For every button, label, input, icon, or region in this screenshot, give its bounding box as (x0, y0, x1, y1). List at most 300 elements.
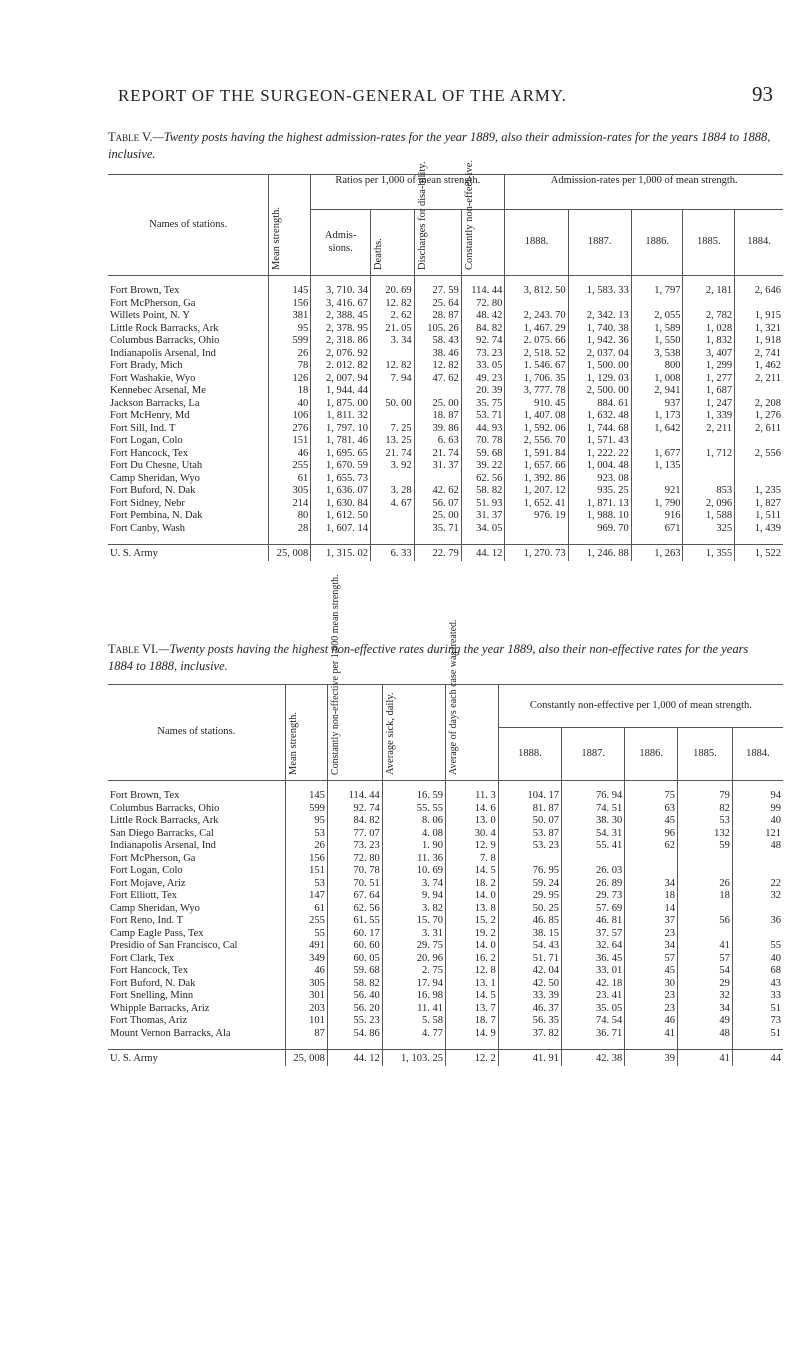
table-cell: 29 (678, 978, 733, 991)
table-cell: 50. 00 (371, 398, 415, 411)
table-cell: 1, 299 (683, 360, 735, 373)
table-cell: 75 (625, 790, 678, 803)
table-cell: 81. 87 (498, 803, 561, 816)
total-cell: 6. 33 (371, 545, 415, 561)
table-cell: 884. 61 (568, 398, 631, 411)
table-cell: 26 (678, 878, 733, 891)
table-row (108, 840, 783, 853)
table-cell: 1, 511 (735, 510, 783, 523)
table-cell: 14. 0 (446, 940, 499, 953)
table-cell: 1, 277 (683, 373, 735, 386)
table-cell: 1, 339 (683, 410, 735, 423)
table-row (108, 865, 783, 878)
table-cell: 21. 74 (371, 448, 415, 461)
table5-head-1888: 1888. (505, 210, 568, 276)
table-cell: 28 (269, 523, 311, 536)
table6-head-1885: 1885. (678, 727, 733, 780)
table-cell: 349 (285, 953, 327, 966)
table-cell: 42. 62 (414, 485, 461, 498)
station-name: Little Rock Barracks, Ark (110, 815, 219, 826)
table6-label: Table VI. (108, 642, 159, 656)
table-cell: 51. 71 (498, 953, 561, 966)
table-row (108, 448, 783, 461)
table-cell: 95 (285, 815, 327, 828)
table-cell: 31. 37 (414, 460, 461, 473)
table-cell: 43 (732, 978, 783, 991)
table-cell: 25. 64 (414, 298, 461, 311)
table-cell: 27. 59 (414, 285, 461, 298)
table-cell: 3. 34 (371, 335, 415, 348)
table-cell: 38. 15 (498, 928, 561, 941)
table-row (108, 953, 783, 966)
table-cell (371, 523, 415, 536)
station-name: Fort Logan, Colo (110, 865, 183, 876)
table-cell: 1, 811. 32 (311, 410, 371, 423)
table-cell: 1, 797 (631, 285, 683, 298)
total-cell: 44 (732, 1050, 783, 1066)
table-cell (678, 928, 733, 941)
table-cell: 4. 67 (371, 498, 415, 511)
table-row (108, 853, 783, 866)
table-row (108, 965, 783, 978)
table-cell: 214 (269, 498, 311, 511)
table-row (108, 523, 783, 536)
table-cell: 48 (678, 1028, 733, 1041)
station-name: Whipple Barracks, Ariz (110, 1002, 210, 1014)
table-cell: 9. 94 (382, 890, 445, 903)
table-cell: 1, 607. 14 (311, 523, 371, 536)
table-cell: 53 (678, 815, 733, 828)
table-cell: 23 (625, 990, 678, 1003)
table-cell: 57 (678, 953, 733, 966)
table-cell: 70. 78 (327, 865, 382, 878)
table-cell: 126 (269, 373, 311, 386)
table-row (108, 510, 783, 523)
table-cell: 20. 69 (371, 285, 415, 298)
table-cell: 1, 687 (683, 385, 735, 398)
table-cell (678, 865, 733, 878)
table-cell: 2, 556. 70 (505, 435, 568, 448)
table-cell: 58. 82 (461, 485, 505, 498)
station-name: Fort Sill, Ind. T (110, 422, 176, 434)
table-cell: 49 (678, 1015, 733, 1028)
table-cell: 1, 173 (631, 410, 683, 423)
station-name: Fort Brown, Tex (110, 790, 180, 801)
table-cell: 1, 712 (683, 448, 735, 461)
table-cell: 95 (269, 323, 311, 336)
table-cell: 1, 235 (735, 485, 783, 498)
table-cell: 145 (269, 285, 311, 298)
table-cell: 35. 75 (461, 398, 505, 411)
table-cell: 2, 782 (683, 310, 735, 323)
table-cell: 18 (678, 890, 733, 903)
table-cell: 2, 211 (735, 373, 783, 386)
table5-head-discharges: Discharges for disa-bility. (414, 210, 461, 276)
table5-head-admissions: Admis-sions. (311, 210, 371, 276)
table-cell (414, 385, 461, 398)
table-cell: 2. 75 (382, 965, 445, 978)
page-number: 93 (752, 82, 773, 106)
station-name: Fort McPherson, Ga (110, 852, 196, 864)
table-cell: 1, 028 (683, 323, 735, 336)
table-cell: 1, 129. 03 (568, 373, 631, 386)
table-cell: 35. 05 (562, 1003, 625, 1016)
table-cell: 7. 25 (371, 423, 415, 436)
table-cell: 42. 50 (498, 978, 561, 991)
table-cell: 1, 942. 36 (568, 335, 631, 348)
table-row (108, 298, 783, 311)
table-cell: 94 (732, 790, 783, 803)
table-cell: 14 (625, 903, 678, 916)
table-cell: 1, 677 (631, 448, 683, 461)
table-cell: 14. 9 (446, 1028, 499, 1041)
table5-head-names: Names of stations. (108, 175, 269, 276)
table-cell: 73 (732, 1015, 783, 1028)
table-cell (414, 473, 461, 486)
table-cell: 1, 655. 73 (311, 473, 371, 486)
table-cell: 10. 69 (382, 865, 445, 878)
table-cell: 84. 82 (327, 815, 382, 828)
table-cell: 935. 25 (568, 485, 631, 498)
table5-head-noneff: Constantly non-effect-ive. (461, 210, 505, 276)
station-name: Fort Buford, N. Dak (110, 485, 196, 496)
table-cell (371, 348, 415, 361)
station-name: Fort McPherson, Ga (110, 297, 196, 309)
table-cell: 132 (678, 828, 733, 841)
table-cell: 156 (269, 298, 311, 311)
table-cell: 82 (678, 803, 733, 816)
station-name: Fort Sidney, Nebr (110, 497, 185, 509)
table-cell: 33. 39 (498, 990, 561, 1003)
table-cell: 1, 652. 41 (505, 498, 568, 511)
table-cell: 1, 571. 43 (568, 435, 631, 448)
total-label: U. S. Army (110, 1053, 158, 1064)
table-cell: 32. 64 (562, 940, 625, 953)
table-cell: 36 (732, 915, 783, 928)
table-cell: 1, 588 (683, 510, 735, 523)
table-cell: 203 (285, 1003, 327, 1016)
table-cell: 99 (732, 803, 783, 816)
table-cell: 18 (269, 385, 311, 398)
table-cell: 2, 211 (683, 423, 735, 436)
table-cell: 1, 797. 10 (311, 423, 371, 436)
station-name: Columbus Barracks, Ohio (110, 335, 220, 346)
table-cell: 151 (285, 865, 327, 878)
table-cell: 40 (732, 953, 783, 966)
table-cell: 3. 28 (371, 485, 415, 498)
table-cell: 44. 93 (461, 423, 505, 436)
table-cell: 916 (631, 510, 683, 523)
table-cell: 59. 68 (461, 448, 505, 461)
table-cell: 1, 612. 50 (311, 510, 371, 523)
station-name: Kennebec Arsenal, Me (110, 385, 206, 396)
table-cell: 671 (631, 523, 683, 536)
table-cell: 1, 462 (735, 360, 783, 373)
table-cell: 305 (269, 485, 311, 498)
table5-head-ratios: Ratios per 1,000 of mean strength. (311, 175, 505, 210)
table-cell: 1, 832 (683, 335, 735, 348)
total-row (108, 545, 783, 561)
table-cell: 7. 8 (446, 853, 499, 866)
table6-head-rates: Constantly non-effective per 1,000 of mean strength. (498, 685, 783, 728)
table5-label: Table V. (108, 130, 153, 144)
table-cell: 34 (678, 1003, 733, 1016)
table-cell (371, 410, 415, 423)
table6-head-1886: 1886. (625, 727, 678, 780)
table-cell: 381 (269, 310, 311, 323)
station-name: Mount Vernon Barracks, Ala (110, 1027, 231, 1039)
table-cell: 1, 135 (631, 460, 683, 473)
table6-head-noneff: Constantly non-effective per 1,000 mean strength. (327, 685, 382, 781)
table-cell: 62. 56 (461, 473, 505, 486)
table-cell: 1, 670. 59 (311, 460, 371, 473)
table-cell: 2, 243. 70 (505, 310, 568, 323)
table-row (108, 928, 783, 941)
table-cell: 2, 941 (631, 385, 683, 398)
table-cell: 2, 556 (735, 448, 783, 461)
table-cell: 58. 43 (414, 335, 461, 348)
total-cell: 42. 38 (562, 1050, 625, 1066)
table-cell: 1, 915 (735, 310, 783, 323)
table-cell: 305 (285, 978, 327, 991)
table-cell: 1, 827 (735, 498, 783, 511)
station-name: Fort McHenry, Md (110, 410, 190, 421)
table-cell: 61 (269, 473, 311, 486)
table-cell (735, 298, 783, 311)
table-cell: 1, 500. 00 (568, 360, 631, 373)
station-name: Willets Point, N. Y (110, 310, 190, 321)
table-cell: 79 (678, 790, 733, 803)
table-cell: 301 (285, 990, 327, 1003)
table-cell: 3, 538 (631, 348, 683, 361)
table-cell: 37. 82 (498, 1028, 561, 1041)
table-cell: 1, 439 (735, 523, 783, 536)
table-cell: 34 (625, 940, 678, 953)
table-cell: 121 (732, 828, 783, 841)
station-name: Fort Buford, N. Dak (110, 977, 196, 989)
table-cell: 1, 592. 06 (505, 423, 568, 436)
table-row (108, 423, 783, 436)
station-name: Fort Brown, Tex (110, 285, 180, 296)
table5-head-1884: 1884. (735, 210, 783, 276)
table-cell: 1, 222. 22 (568, 448, 631, 461)
table-cell: 55. 23 (327, 1015, 382, 1028)
table-cell: 853 (683, 485, 735, 498)
table-cell (735, 385, 783, 398)
table-cell: 17. 94 (382, 978, 445, 991)
table-cell: 63 (625, 803, 678, 816)
station-name: Camp Sheridan, Wyo (110, 472, 200, 484)
table5-caption-text: —Twenty posts having the highest admission-rates for the year 1889, also their admission-rates for the years 1884 to 1888, inclusive. (108, 130, 771, 161)
table-cell: 37. 57 (562, 928, 625, 941)
table-cell (505, 298, 568, 311)
table-cell (625, 853, 678, 866)
table-cell: 14. 5 (446, 990, 499, 1003)
table-row (108, 435, 783, 448)
table-cell: 42. 18 (562, 978, 625, 991)
table-cell: 30. 4 (446, 828, 499, 841)
total-cell: 12. 2 (446, 1050, 499, 1066)
table-cell (371, 510, 415, 523)
table6-body (108, 781, 783, 1066)
table-cell: 969. 70 (568, 523, 631, 536)
total-cell: 41. 91 (498, 1050, 561, 1066)
table-cell: 921 (631, 485, 683, 498)
station-name: Presidio of San Francisco, Cal (110, 940, 238, 951)
table-cell: 62 (625, 840, 678, 853)
table-cell: 42. 04 (498, 965, 561, 978)
table-cell: 21. 74 (414, 448, 461, 461)
table-row (108, 878, 783, 891)
table-row (108, 385, 783, 398)
table-cell (683, 298, 735, 311)
table-cell: 92. 74 (461, 335, 505, 348)
table-cell (678, 903, 733, 916)
table-row (108, 348, 783, 361)
station-name: San Diego Barracks, Cal (110, 827, 214, 839)
table-cell: 26. 89 (562, 878, 625, 891)
table-cell: 1, 790 (631, 498, 683, 511)
table-cell: 599 (269, 335, 311, 348)
table-cell: 2, 388. 45 (311, 310, 371, 323)
table-cell: 70. 51 (327, 878, 382, 891)
table-cell: 26. 03 (562, 865, 625, 878)
station-name: Fort Hancock, Tex (110, 965, 189, 976)
table-cell: 36. 71 (562, 1028, 625, 1041)
table5-head-deaths: Deaths. (371, 210, 415, 276)
table-cell: 114. 44 (461, 285, 505, 298)
total-cell: 25, 008 (269, 545, 311, 561)
table-cell: 60. 60 (327, 940, 382, 953)
station-name: Fort Brady, Mich (110, 360, 183, 371)
table-cell: 1, 918 (735, 335, 783, 348)
table6-head-1884: 1884. (732, 727, 783, 780)
table-cell: 1, 630. 84 (311, 498, 371, 511)
table-cell: 11. 36 (382, 853, 445, 866)
table6-head-names: Names of stations. (108, 685, 285, 781)
table-cell: 38. 30 (562, 815, 625, 828)
table-cell: 61. 55 (327, 915, 382, 928)
table-cell (568, 298, 631, 311)
table-cell: 3. 92 (371, 460, 415, 473)
table-cell: 80 (269, 510, 311, 523)
table-cell: 32 (678, 990, 733, 1003)
table-cell (683, 473, 735, 486)
total-cell: 22. 79 (414, 545, 461, 561)
table-cell: 7. 94 (371, 373, 415, 386)
table-cell: 49. 23 (461, 373, 505, 386)
table-cell: 1, 871. 13 (568, 498, 631, 511)
table-cell: 60. 05 (327, 953, 382, 966)
station-name: Fort Thomas, Ariz (110, 1015, 188, 1026)
table-cell: 106 (269, 410, 311, 423)
total-row (108, 1050, 783, 1066)
total-cell: 25, 008 (285, 1050, 327, 1066)
table-cell (631, 473, 683, 486)
table-cell: 51 (732, 1028, 783, 1041)
station-name: Jackson Barracks, La (110, 397, 200, 409)
table-cell: 35. 71 (414, 523, 461, 536)
table-cell: 1. 90 (382, 840, 445, 853)
table5 (108, 159, 783, 561)
table-cell: 2. 012. 82 (311, 360, 371, 373)
table-cell: 1, 321 (735, 323, 783, 336)
table-row (108, 410, 783, 423)
table-cell (732, 903, 783, 916)
table-cell: 47. 62 (414, 373, 461, 386)
table-row (108, 790, 783, 803)
table-cell: 76. 95 (498, 865, 561, 878)
table-cell: 14. 5 (446, 865, 499, 878)
table-cell: 53 (285, 878, 327, 891)
table-cell: 1, 657. 66 (505, 460, 568, 473)
table-cell: 72. 80 (461, 298, 505, 311)
page-title: REPORT OF THE SURGEON-GENERAL OF THE ARMY. (118, 86, 567, 105)
station-name: Camp Eagle Pass, Tex (110, 927, 204, 939)
table5-head-1887: 1887. (568, 210, 631, 276)
table6-head-1888: 1888. (498, 727, 561, 780)
table5-caption (108, 129, 773, 163)
table-cell: 16. 59 (382, 790, 445, 803)
table-cell: 1, 875. 00 (311, 398, 371, 411)
table-cell: 40 (732, 815, 783, 828)
station-name: Fort Canby, Wash (110, 522, 185, 534)
table-cell: 46. 37 (498, 1003, 561, 1016)
table-cell: 255 (285, 915, 327, 928)
table-row (108, 978, 783, 991)
table5-head-1885: 1885. (683, 210, 735, 276)
table-cell: 2, 096 (683, 498, 735, 511)
table-cell: 31. 37 (461, 510, 505, 523)
table-cell: 910. 45 (505, 398, 568, 411)
table-cell: 39. 22 (461, 460, 505, 473)
table-cell: 54. 43 (498, 940, 561, 953)
table-cell: 46 (269, 448, 311, 461)
table-cell: 2, 037. 04 (568, 348, 631, 361)
table-cell: 84. 82 (461, 323, 505, 336)
table-cell (683, 435, 735, 448)
table-cell: 13. 0 (446, 815, 499, 828)
table-row (108, 1028, 783, 1041)
table-cell: 2, 181 (683, 285, 735, 298)
table-cell: 41 (625, 1028, 678, 1041)
total-cell: 1, 522 (735, 545, 783, 561)
table-cell: 101 (285, 1015, 327, 1028)
table-cell: 2. 075. 66 (505, 335, 568, 348)
table5-head-1886: 1886. (631, 210, 683, 276)
table-cell: 2, 208 (735, 398, 783, 411)
table-cell: 14. 6 (446, 803, 499, 816)
table-cell: 53 (285, 828, 327, 841)
station-name: Columbus Barracks, Ohio (110, 802, 220, 814)
table-cell: 40 (269, 398, 311, 411)
table-cell: 11. 41 (382, 1003, 445, 1016)
table-cell: 105. 26 (414, 323, 461, 336)
table-cell (732, 853, 783, 866)
table-cell: 491 (285, 940, 327, 953)
table-cell: 16. 98 (382, 990, 445, 1003)
table-cell: 28. 87 (414, 310, 461, 323)
table-cell: 53. 71 (461, 410, 505, 423)
table-cell: 23 (625, 928, 678, 941)
table-cell: 5. 58 (382, 1015, 445, 1028)
table-cell: 55 (285, 928, 327, 941)
table-cell: 74. 54 (562, 1015, 625, 1028)
table-cell: 599 (285, 803, 327, 816)
table-cell: 18. 2 (446, 878, 499, 891)
station-name: Indianapolis Arsenal, Ind (110, 840, 216, 851)
table-cell: 6. 63 (414, 435, 461, 448)
